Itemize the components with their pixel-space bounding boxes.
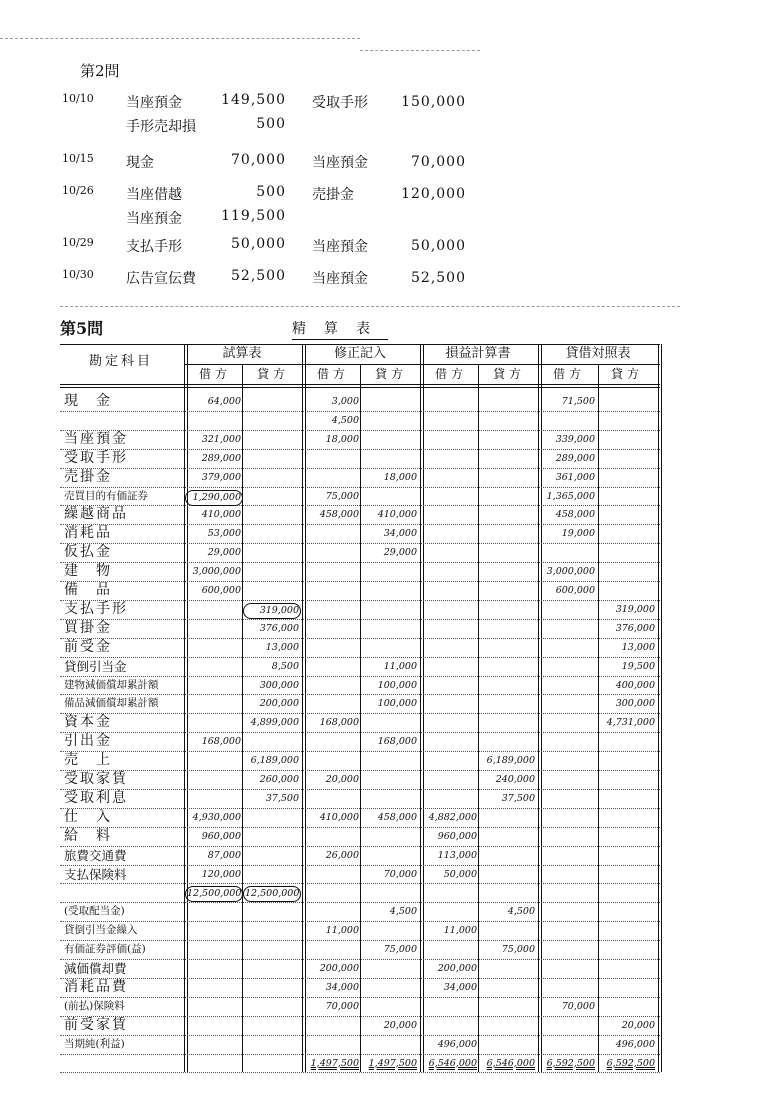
amount-cell: 200,000 (319, 963, 359, 974)
account-name: 買掛金 (64, 619, 112, 636)
amount-cell: 319,000 (243, 603, 301, 619)
amount-cell: 70,000 (561, 1000, 595, 1012)
amount-cell: 376,000 (259, 622, 299, 634)
amount-cell: 960,000 (201, 830, 241, 842)
table-row (60, 978, 660, 997)
account-name: 売掛金 (64, 468, 112, 485)
amount-cell: 75,000 (383, 944, 417, 956)
header-account: 勘定科目 (88, 354, 153, 369)
table-row (60, 1054, 660, 1073)
account-name: 受取家賃 (64, 771, 128, 787)
amount-cell: 321,000 (201, 433, 241, 445)
amount-cell: 496,000 (615, 1038, 655, 1050)
amount-cell: 458,000 (377, 811, 417, 823)
table-row (60, 902, 660, 921)
header-debit: 借方 (552, 367, 585, 381)
account-name: 受取手形 (64, 449, 128, 466)
table-row (60, 619, 660, 638)
amount-cell: 120,000 (201, 868, 241, 880)
amount-cell: 4,500 (331, 414, 359, 426)
amount-cell: 13,000 (265, 641, 299, 653)
table-row (60, 713, 660, 732)
entry-date: 10/10 (62, 92, 94, 105)
account-name: 受取利息 (64, 789, 128, 806)
amount-cell: 6,189,000 (486, 755, 535, 767)
table-row (60, 997, 660, 1016)
worksheet-table (60, 344, 660, 1084)
amount-cell: 4,500 (389, 906, 417, 918)
amount-cell: 100,000 (377, 698, 417, 710)
table-row (60, 694, 660, 713)
account-name: 建 物 (64, 563, 112, 580)
table-row (60, 505, 660, 524)
amount-cell: 4,500 (507, 906, 535, 918)
amount-cell: 6,546,000 (486, 1057, 535, 1069)
entry-debit-amount: 500 (256, 184, 286, 200)
amount-cell: 87,000 (207, 849, 241, 861)
amount-cell: 376,000 (615, 622, 655, 634)
amount-cell: 168,000 (201, 736, 241, 748)
table-row (60, 468, 660, 487)
entry-debit-account: 支払手形 (126, 239, 182, 255)
amount-cell: 379,000 (201, 471, 241, 483)
header-income-statement: 損益計算書 (445, 346, 511, 361)
amount-cell: 1,497,500 (310, 1057, 359, 1069)
amount-cell: 600,000 (555, 585, 595, 596)
account-name: 支払保険料 (64, 866, 127, 882)
entry-debit-account: 当座借越 (126, 187, 182, 203)
entry-credit-amount: 120,000 (401, 186, 466, 202)
account-name: 支払手形 (64, 600, 128, 617)
account-name: 給 料 (64, 827, 112, 844)
amount-cell: 168,000 (377, 736, 417, 748)
amount-cell: 12,500,000 (243, 886, 301, 902)
amount-cell: 496,000 (437, 1038, 477, 1050)
account-name: 建物減価償却累計額 (64, 678, 159, 691)
amount-cell: 260,000 (259, 774, 299, 785)
entry-debit-account: 当座預金 (126, 211, 182, 227)
account-name: 備品減価償却累計額 (64, 697, 159, 710)
amount-cell: 4,731,000 (606, 717, 655, 729)
amount-cell: 34,000 (383, 528, 417, 540)
worksheet-title: 精算表 (292, 318, 388, 340)
table-row (60, 846, 660, 865)
table-row (60, 883, 660, 902)
amount-cell: 200,000 (259, 698, 299, 710)
amount-cell: 70,000 (383, 868, 417, 880)
account-name: 旅費交通費 (64, 847, 127, 863)
account-name: 資本金 (64, 714, 112, 731)
amount-cell: 100,000 (377, 679, 417, 691)
table-row (60, 543, 660, 562)
account-name: 仮払金 (64, 544, 112, 561)
table-row (60, 638, 660, 657)
amount-cell: 70,000 (325, 1000, 359, 1012)
table-row (60, 732, 660, 751)
account-name: 貸倒引当金繰入 (64, 924, 138, 937)
table-row (60, 581, 660, 600)
amount-cell: 300,000 (259, 679, 299, 691)
entry-debit-account: 広告宣伝費 (126, 271, 196, 287)
amount-cell: 71,500 (561, 396, 595, 407)
amount-cell: 319,000 (615, 603, 655, 615)
table-row (60, 676, 660, 695)
table-row (60, 657, 660, 676)
amount-cell: 1,365,000 (546, 490, 595, 502)
amount-cell: 20,000 (383, 1019, 417, 1031)
amount-cell: 29,000 (383, 547, 417, 559)
amount-cell: 960,000 (437, 830, 477, 842)
amount-cell: 361,000 (555, 471, 595, 483)
table-row (60, 865, 660, 884)
amount-cell: 600,000 (201, 585, 241, 596)
entry-credit-amount: 50,000 (411, 238, 466, 254)
amount-cell: 4,882,000 (428, 811, 477, 823)
header-credit: 貸方 (610, 367, 643, 381)
subheader-line (184, 364, 660, 365)
amount-cell: 6,189,000 (250, 755, 299, 767)
entry-credit-account: 当座預金 (312, 271, 368, 287)
entry-debit-amount: 52,500 (231, 268, 286, 284)
amount-cell: 13,000 (621, 641, 655, 653)
amount-cell: 300,000 (615, 698, 655, 710)
amount-cell: 289,000 (201, 452, 241, 464)
entry-date: 10/26 (62, 184, 94, 197)
header-credit: 貸方 (374, 367, 407, 381)
header-trial-balance: 試算表 (222, 346, 262, 361)
account-name: 有価証券評価(益) (64, 943, 146, 956)
q5-heading: 第5問 (60, 319, 104, 338)
account-name: 仕 入 (64, 808, 112, 825)
account-name: 繰越商品 (64, 506, 128, 523)
amount-cell: 75,000 (501, 944, 535, 956)
amount-cell: 53,000 (207, 528, 241, 540)
account-name: (受取配当金) (64, 905, 125, 918)
table-row (60, 1016, 660, 1035)
table-row (60, 600, 660, 619)
amount-cell: 34,000 (325, 981, 359, 993)
table-row (60, 449, 660, 468)
amount-cell: 410,000 (201, 509, 241, 521)
header-balance-sheet: 貸借対照表 (565, 346, 631, 361)
account-name: 消耗品 (64, 525, 112, 542)
table-row (60, 959, 660, 978)
amount-cell: 26,000 (325, 849, 359, 861)
amount-cell: 6,592,500 (546, 1057, 595, 1069)
entry-debit-amount: 70,000 (231, 152, 286, 168)
amount-cell: 8,500 (271, 660, 299, 672)
header-credit: 貸方 (492, 367, 525, 381)
amount-cell: 11,000 (325, 925, 359, 937)
table-top-line (60, 344, 660, 345)
entry-credit-amount: 52,500 (411, 270, 466, 286)
header-debit: 借方 (434, 367, 467, 381)
amount-cell: 50,000 (443, 868, 477, 880)
amount-cell: 18,000 (325, 433, 359, 445)
amount-cell: 3,000,000 (192, 566, 241, 578)
header-debit: 借方 (316, 367, 349, 381)
amount-cell: 20,000 (325, 774, 359, 785)
table-row (60, 789, 660, 808)
amount-cell: 1,497,500 (368, 1057, 417, 1069)
entry-credit-account: 当座預金 (312, 239, 368, 255)
q2-heading: 第2問 (80, 62, 120, 80)
amount-cell: 34,000 (443, 981, 477, 993)
account-name: 当期純(利益) (64, 1037, 125, 1050)
amount-cell: 37,500 (501, 792, 535, 804)
amount-cell: 4,899,000 (250, 717, 299, 729)
account-name: 消耗品費 (64, 978, 128, 995)
entry-credit-account: 売掛金 (312, 187, 354, 203)
account-name: 前受金 (64, 638, 112, 655)
amount-cell: 339,000 (555, 433, 595, 445)
amount-cell: 4,930,000 (192, 811, 241, 823)
entry-credit-account: 受取手形 (312, 95, 368, 111)
table-row (60, 524, 660, 543)
account-name: 貸倒引当金 (64, 658, 127, 674)
account-name: 売買目的有価証券 (64, 489, 148, 502)
table-row (60, 562, 660, 581)
amount-cell: 75,000 (325, 490, 359, 502)
entry-debit-amount: 500 (256, 116, 286, 132)
account-name: 当座預金 (64, 430, 128, 447)
header-adjustments: 修正記入 (333, 346, 386, 361)
account-name: 備 品 (64, 582, 112, 598)
account-name: 前受家賃 (64, 1016, 128, 1033)
table-row (60, 487, 660, 506)
account-name: (前払)保険料 (64, 999, 125, 1012)
table-row (60, 411, 660, 430)
amount-cell: 6,546,000 (428, 1057, 477, 1069)
entry-debit-amount: 149,500 (221, 92, 286, 108)
entry-credit-amount: 150,000 (401, 94, 466, 110)
amount-cell: 410,000 (377, 509, 417, 521)
entry-debit-account: 当座預金 (126, 95, 182, 111)
entry-credit-amount: 70,000 (411, 154, 466, 170)
entry-debit-amount: 50,000 (231, 236, 286, 252)
header-debit: 借方 (198, 367, 231, 381)
amount-cell: 11,000 (383, 660, 417, 672)
amount-cell: 289,000 (555, 452, 595, 464)
account-name: 現 金 (64, 393, 112, 409)
amount-cell: 113,000 (437, 849, 477, 861)
amount-cell: 18,000 (383, 471, 417, 483)
amount-cell: 3,000 (331, 396, 359, 407)
amount-cell: 29,000 (207, 547, 241, 559)
account-name: 減価償却費 (64, 961, 127, 976)
table-row (60, 430, 660, 449)
entry-date: 10/30 (62, 268, 94, 281)
amount-cell: 19,500 (621, 660, 655, 672)
amount-cell: 3,000,000 (546, 566, 595, 578)
entry-debit-amount: 119,500 (221, 208, 286, 224)
amount-cell: 168,000 (319, 717, 359, 729)
amount-cell: 64,000 (207, 396, 241, 407)
amount-cell: 6,592,500 (606, 1057, 655, 1069)
entry-credit-account: 当座預金 (312, 155, 368, 171)
header-credit: 貸方 (256, 367, 289, 381)
account-name: 引出金 (64, 733, 112, 750)
amount-cell: 37,500 (265, 792, 299, 804)
entry-debit-account: 手形売却損 (126, 119, 196, 135)
table-row (60, 827, 660, 846)
table-row (60, 751, 660, 770)
table-row (60, 808, 660, 827)
table-row (60, 940, 660, 959)
amount-cell: 240,000 (495, 774, 535, 785)
entry-date: 10/29 (62, 236, 94, 249)
major-column-line (661, 344, 662, 1072)
table-row (60, 392, 660, 411)
amount-cell: 410,000 (319, 811, 359, 823)
entry-date: 10/15 (62, 152, 94, 165)
amount-cell: 1,290,000 (185, 490, 243, 506)
amount-cell: 19,000 (561, 528, 595, 540)
amount-cell: 400,000 (615, 679, 655, 691)
table-row (60, 1035, 660, 1054)
account-name: 売 上 (64, 752, 112, 769)
entry-debit-account: 現金 (126, 155, 154, 171)
amount-cell: 20,000 (621, 1019, 655, 1031)
table-row (60, 770, 660, 789)
amount-cell: 458,000 (555, 509, 595, 521)
amount-cell: 11,000 (443, 925, 477, 937)
amount-cell: 458,000 (319, 509, 359, 521)
table-row (60, 921, 660, 940)
amount-cell: 200,000 (437, 963, 477, 974)
amount-cell: 12,500,000 (185, 886, 243, 902)
row-line (60, 1072, 660, 1073)
